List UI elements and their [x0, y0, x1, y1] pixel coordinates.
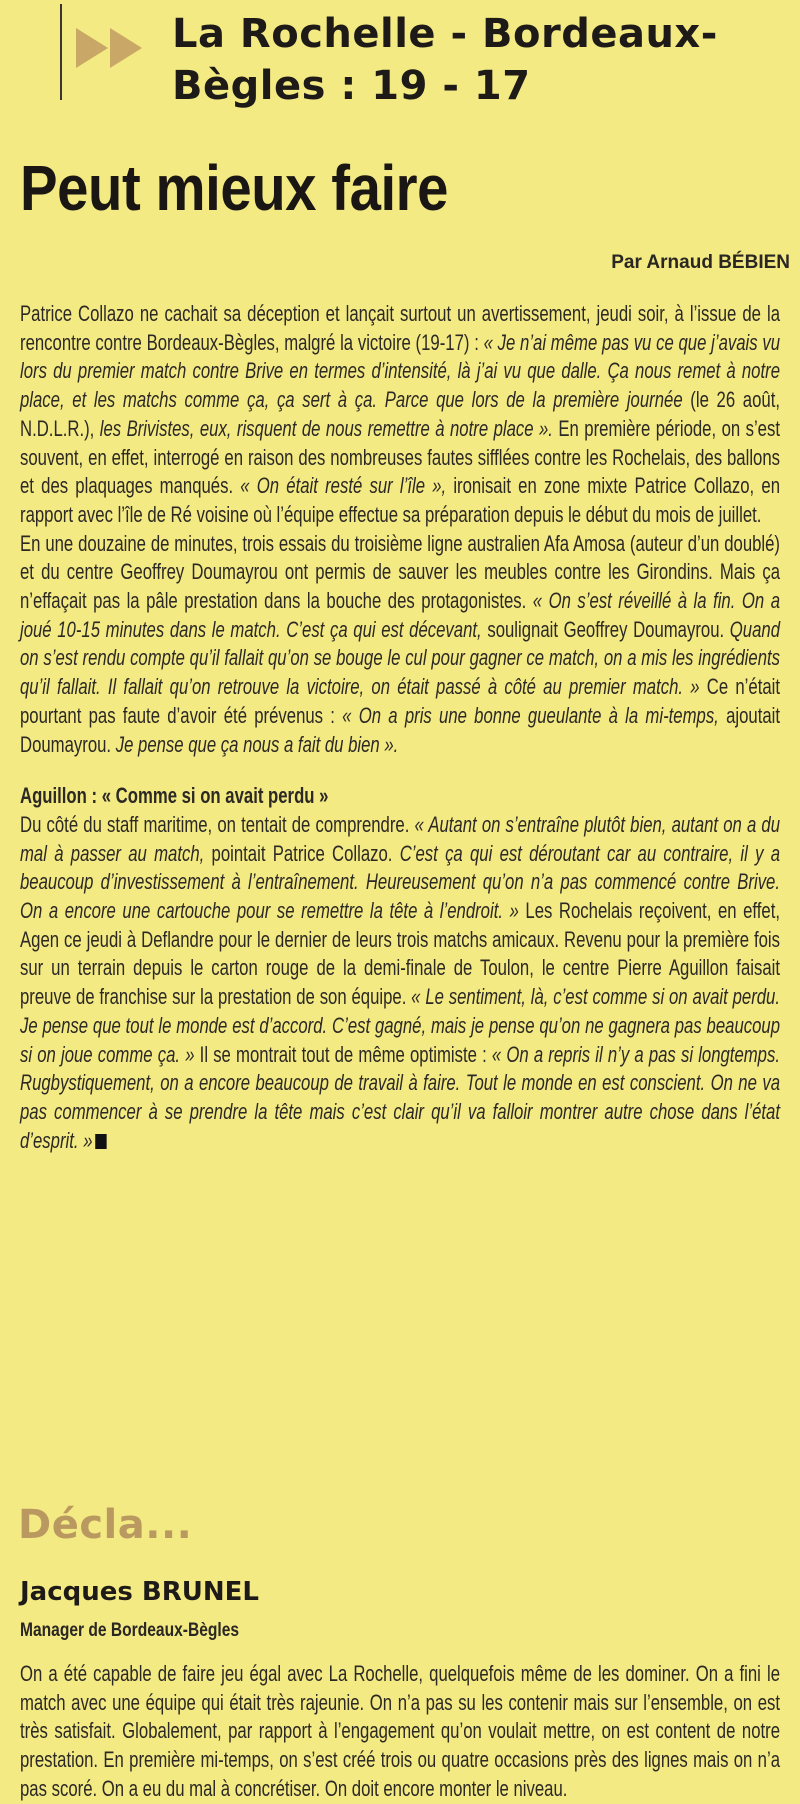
kicker: [0, 0, 800, 120]
article-body: [20, 300, 780, 1155]
quote-run: « On s’est réveillé à la fin. On a joué 10-15 minutes dans le match. C’est ça qui est décevant,: [20, 588, 780, 642]
text-run: En première période, on s’est souvent, en effet, interrogé en raison des nombreuses fautes sifflées contre les Rochelais, des ballons et des plaquages manqués.: [20, 415, 780, 499]
quote-run: « Autant on s’entraîne plutôt bien, autant on a du mal à passer au match,: [20, 811, 780, 866]
paragraph-1: [20, 300, 780, 530]
black-square-icon: [96, 1134, 107, 1149]
text-run: soulignait Geoffrey Doumayrou.: [481, 616, 730, 642]
quote-run: « On était resté sur l’île »,: [240, 473, 447, 499]
text-run: ajoutait Doumayrou.: [20, 702, 780, 757]
quote-run: C’est ça qui est déroutant car au contraire, il y a beaucoup d’investissement à l’entraînement. Heureusement qu’on n’a pas commencé contre Brive. On a encore une cartouche pour se remettre la tête à l’endroit. »: [20, 840, 780, 924]
text-run: ironisait en zone mixte Patrice Collazo, en rapport avec l’île de Ré voisine où l’équipe effectue sa préparation depuis le début du mois de juillet.: [20, 473, 781, 527]
text-run: (le 26 août, N.D.L.R.),: [20, 387, 780, 441]
quote-run: les Brivistes, eux, risquent de nous remettre à notre place ».: [99, 415, 553, 441]
text-run: Il se montrait tout de même optimiste :: [194, 1041, 492, 1067]
subheading: Aguillon : « Comme si on avait perdu »: [20, 783, 329, 809]
headline: Peut mieux faire: [20, 152, 449, 224]
kicker-title: La Rochelle - Bordeaux-Bègles : 19 - 17: [172, 11, 718, 109]
kicker-rule: [60, 4, 62, 100]
text-run: Ce n’était pourtant pas faute d’avoir été prévenus :: [20, 674, 781, 728]
paragraph-3: [20, 811, 780, 1155]
paragraph-2: [20, 530, 780, 760]
text-run: Patrice Collazo ne cachait sa déception et lançait surtout un avertissement, jeudi soir, à l’issue de la rencontre contre Bordeaux-Bègles, malgré la victoire (19-17) :: [20, 301, 780, 355]
text-run: En une douzaine de minutes, trois essais du troisième ligne australien Afa Amosa (auteur d’un doublé) et du centre Geoffrey Doumayrou ont permis de sauver les meubles contre les Girondins. Mais ça n’effaçait pas la pâle prestation dans la bouche des protagonistes.: [20, 530, 780, 614]
quote-run: « On a pris une bonne gueulante à la mi-temps,: [342, 702, 719, 728]
text-run: pointait Patrice Collazo.: [204, 840, 400, 866]
quote-run: « Je n’ai même pas vu ce que j’avais vu lors du premier match contre Brive en termes d’intensité, là j’ai vu que dalle. Ça nous remet à notre place, et les matchs comme ça, ça sert à ça. Parce que lors de la première journée: [20, 329, 781, 413]
quote-author-name: Jacques BRUNEL: [20, 1577, 259, 1607]
text-run: Du côté du staff maritime, on tentait de comprendre.: [20, 811, 415, 837]
quote-author-role: Manager de Bordeaux-Bègles: [20, 1620, 240, 1641]
double-arrow-icon: [76, 28, 146, 68]
quote-run: Je pense que ça nous a fait du bien ».: [115, 731, 399, 757]
quote-run: « Le sentiment, là, c’est comme si on avait perdu. Je pense que tout le monde est d’accord. C’est gagné, mais je pense qu’on ne gagnera pas beaucoup si on joue comme ça. »: [20, 984, 781, 1067]
quote-text: On a été capable de faire jeu égal avec La Rochelle, quelquefois même de les dominer. On a fini le match avec une équipe qui était très rajeunie. On n’a pas su les contenir mais sur l’ensemble, on est très satisfait. Globalement, par rapport à l’engagement qu’on voulait mettre, on est content de notre prestation. En première mi-temps, on s’est créé trois ou quatre occasions près des lignes mais on n’a pas scoré. On a eu du mal à concrétiser. On doit encore monter le niveau.: [20, 1661, 780, 1801]
quote-run: Quand on s’est rendu compte qu’il fallait qu’on se bouge le cul pour gagner ce match, on a mis les ingrédients qu’il fallait. Il fallait qu’on retrouve la victoire, on était passé à côté au premier match. »: [20, 616, 781, 700]
quote-run: « On a repris il n’y a pas si longtemps. Rugbystiquement, on a encore beaucoup de travail à faire. Tout le monde en est conscient. On ne va pas commencer à se prendre la tête mais c’est clair qu’il va falloir montrer autre chose dans l’état d’esprit. »: [20, 1041, 780, 1153]
text-run: Les Rochelais reçoivent, en effet, Agen ce jeudi à Deflandre pour le dernier de leurs trois matchs amicaux. Revenu pour la première fois sur un terrain depuis le carton rouge de la demi-finale de Toulon, le centre Pierre Aguillon faisait preuve de franchise sur la prestation de son équipe.: [20, 898, 781, 1010]
decla-heading: Décla...: [18, 1502, 193, 1548]
byline: Par Arnaud BÉBIEN: [611, 252, 790, 273]
